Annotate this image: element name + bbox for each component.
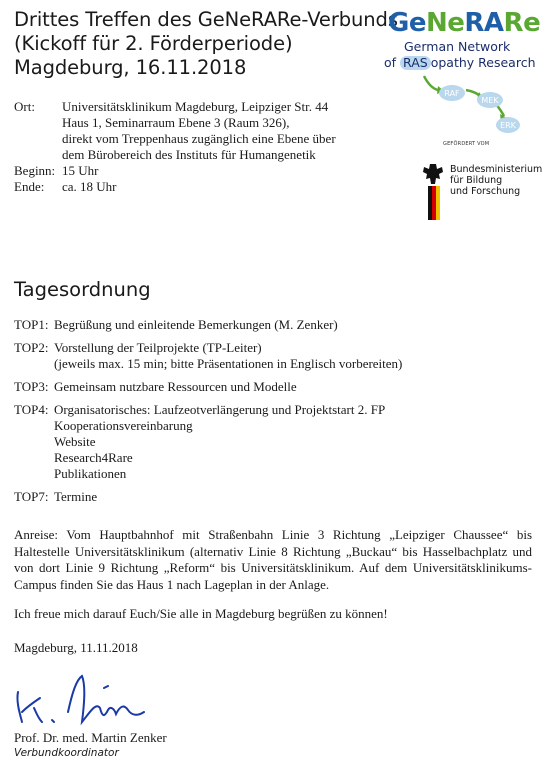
signer-name: Prof. Dr. med. Martin Zenker [14, 730, 167, 745]
place-date: Magdeburg, 11.11.2018 [14, 640, 138, 655]
ort-line-4: dem Bürobereich des Instituts für Humangenetik [62, 147, 316, 162]
top4-line-2: Kooperationsvereinbarung [54, 418, 193, 433]
logo-part-ra: RA [464, 8, 504, 38]
ministry-line-2: für Bildung [450, 175, 503, 186]
logo-wordmark [388, 8, 540, 38]
ministry-line-3: und Forschung [450, 186, 521, 197]
ministry-line-1: Bundesministerium [450, 164, 543, 175]
title-line-2: (Kickoff für 2. Förderperiode) [14, 32, 293, 55]
title-line-3: Magdeburg, 16.11.2018 [14, 56, 247, 79]
top4-line-1: Organisatorisches: Laufzeotverlängerung und Projektstart 2. FP [54, 402, 386, 417]
logo-subtitle-2 [384, 56, 536, 70]
top2-label: TOP2: [14, 340, 49, 355]
ort-line-3: direkt vom Treppenhaus zugänglich eine Ebene über [62, 131, 336, 146]
signer-role: Verbundkoordinator [14, 747, 119, 759]
raf-label: RAF [444, 89, 460, 98]
top1-label: TOP1: [14, 317, 49, 332]
beginn-label: Beginn: [14, 163, 56, 178]
top4-label: TOP4: [14, 402, 49, 417]
ende-label: Ende: [14, 179, 45, 194]
title-line-1: Drittes Treffen des GeNeRARe-Verbunds [14, 8, 398, 31]
logo-part-re: Re [503, 8, 541, 38]
logo-part-ge: Ge [388, 8, 426, 38]
greeting: Ich freue mich darauf Euch/Sie alle in Magdeburg begrüßen zu können! [14, 606, 388, 621]
travel-directions: Anreise: Vom Hauptbahnhof mit Straßenbahn Linie 3 Richtung „Leipziger Chaussee“ bis Haltestelle Universitätsklinikum (alternativ Linie 8 Richtung „Buckau“ bis Hasselbachplatz und von dort Linie 9 Richtung „Reform“ bis Universitätsklinikum. Auf dem Universitätsklinikums-Campus finden Sie das Haus 1 nach Lageplan in der Anlage. [14, 527, 532, 592]
top4-line-5: Publikationen [54, 466, 127, 481]
ort-line-2: Haus 1, Seminarraum Ebene 3 (Raum 326), [62, 115, 290, 130]
sponsor-caption: GEFÖRDERT VOM [443, 141, 490, 147]
top4-line-4: Research4Rare [54, 450, 133, 465]
document-title [14, 8, 398, 80]
logo-sub-rest: opathy Research [430, 55, 536, 70]
top4-line-3: Website [54, 434, 96, 449]
agenda-heading: Tagesordnung [14, 278, 151, 301]
beginn-value: 15 Uhr [62, 163, 99, 178]
federal-eagle-icon [416, 160, 450, 222]
ministry-name [450, 164, 542, 197]
top2-line-1: Vorstellung der Teilprojekte (TP-Leiter) [54, 340, 262, 355]
ort-line-1: Universitätsklinikum Magdeburg, Leipziger Str. 44 [62, 99, 329, 114]
generare-logo [380, 8, 546, 138]
top3-label: TOP3: [14, 379, 49, 394]
handwritten-signature [12, 672, 162, 730]
top2-line-2: (jeweils max. 15 min; bitte Präsentationen in Englisch vorbereiten) [54, 356, 403, 371]
bmbf-logo [416, 160, 546, 222]
logo-sub-ras: RAS [400, 56, 431, 70]
top3-line-1: Gemeinsam nutzbare Ressourcen und Modelle [54, 379, 297, 394]
logo-part-ne: Ne [425, 8, 465, 38]
top1-line-1: Begrüßung und einleitende Bemerkungen (M. Zenker) [54, 317, 338, 332]
top7-label: TOP7: [14, 489, 49, 504]
ende-value: ca. 18 Uhr [62, 179, 117, 194]
logo-sub-of: of [384, 55, 397, 70]
logo-subtitle-1: German Network [404, 39, 511, 54]
mek-label: MEK [481, 96, 499, 105]
ort-label: Ort: [14, 99, 35, 114]
erk-label: ERK [500, 121, 516, 130]
top7-line-1: Termine [54, 489, 98, 504]
